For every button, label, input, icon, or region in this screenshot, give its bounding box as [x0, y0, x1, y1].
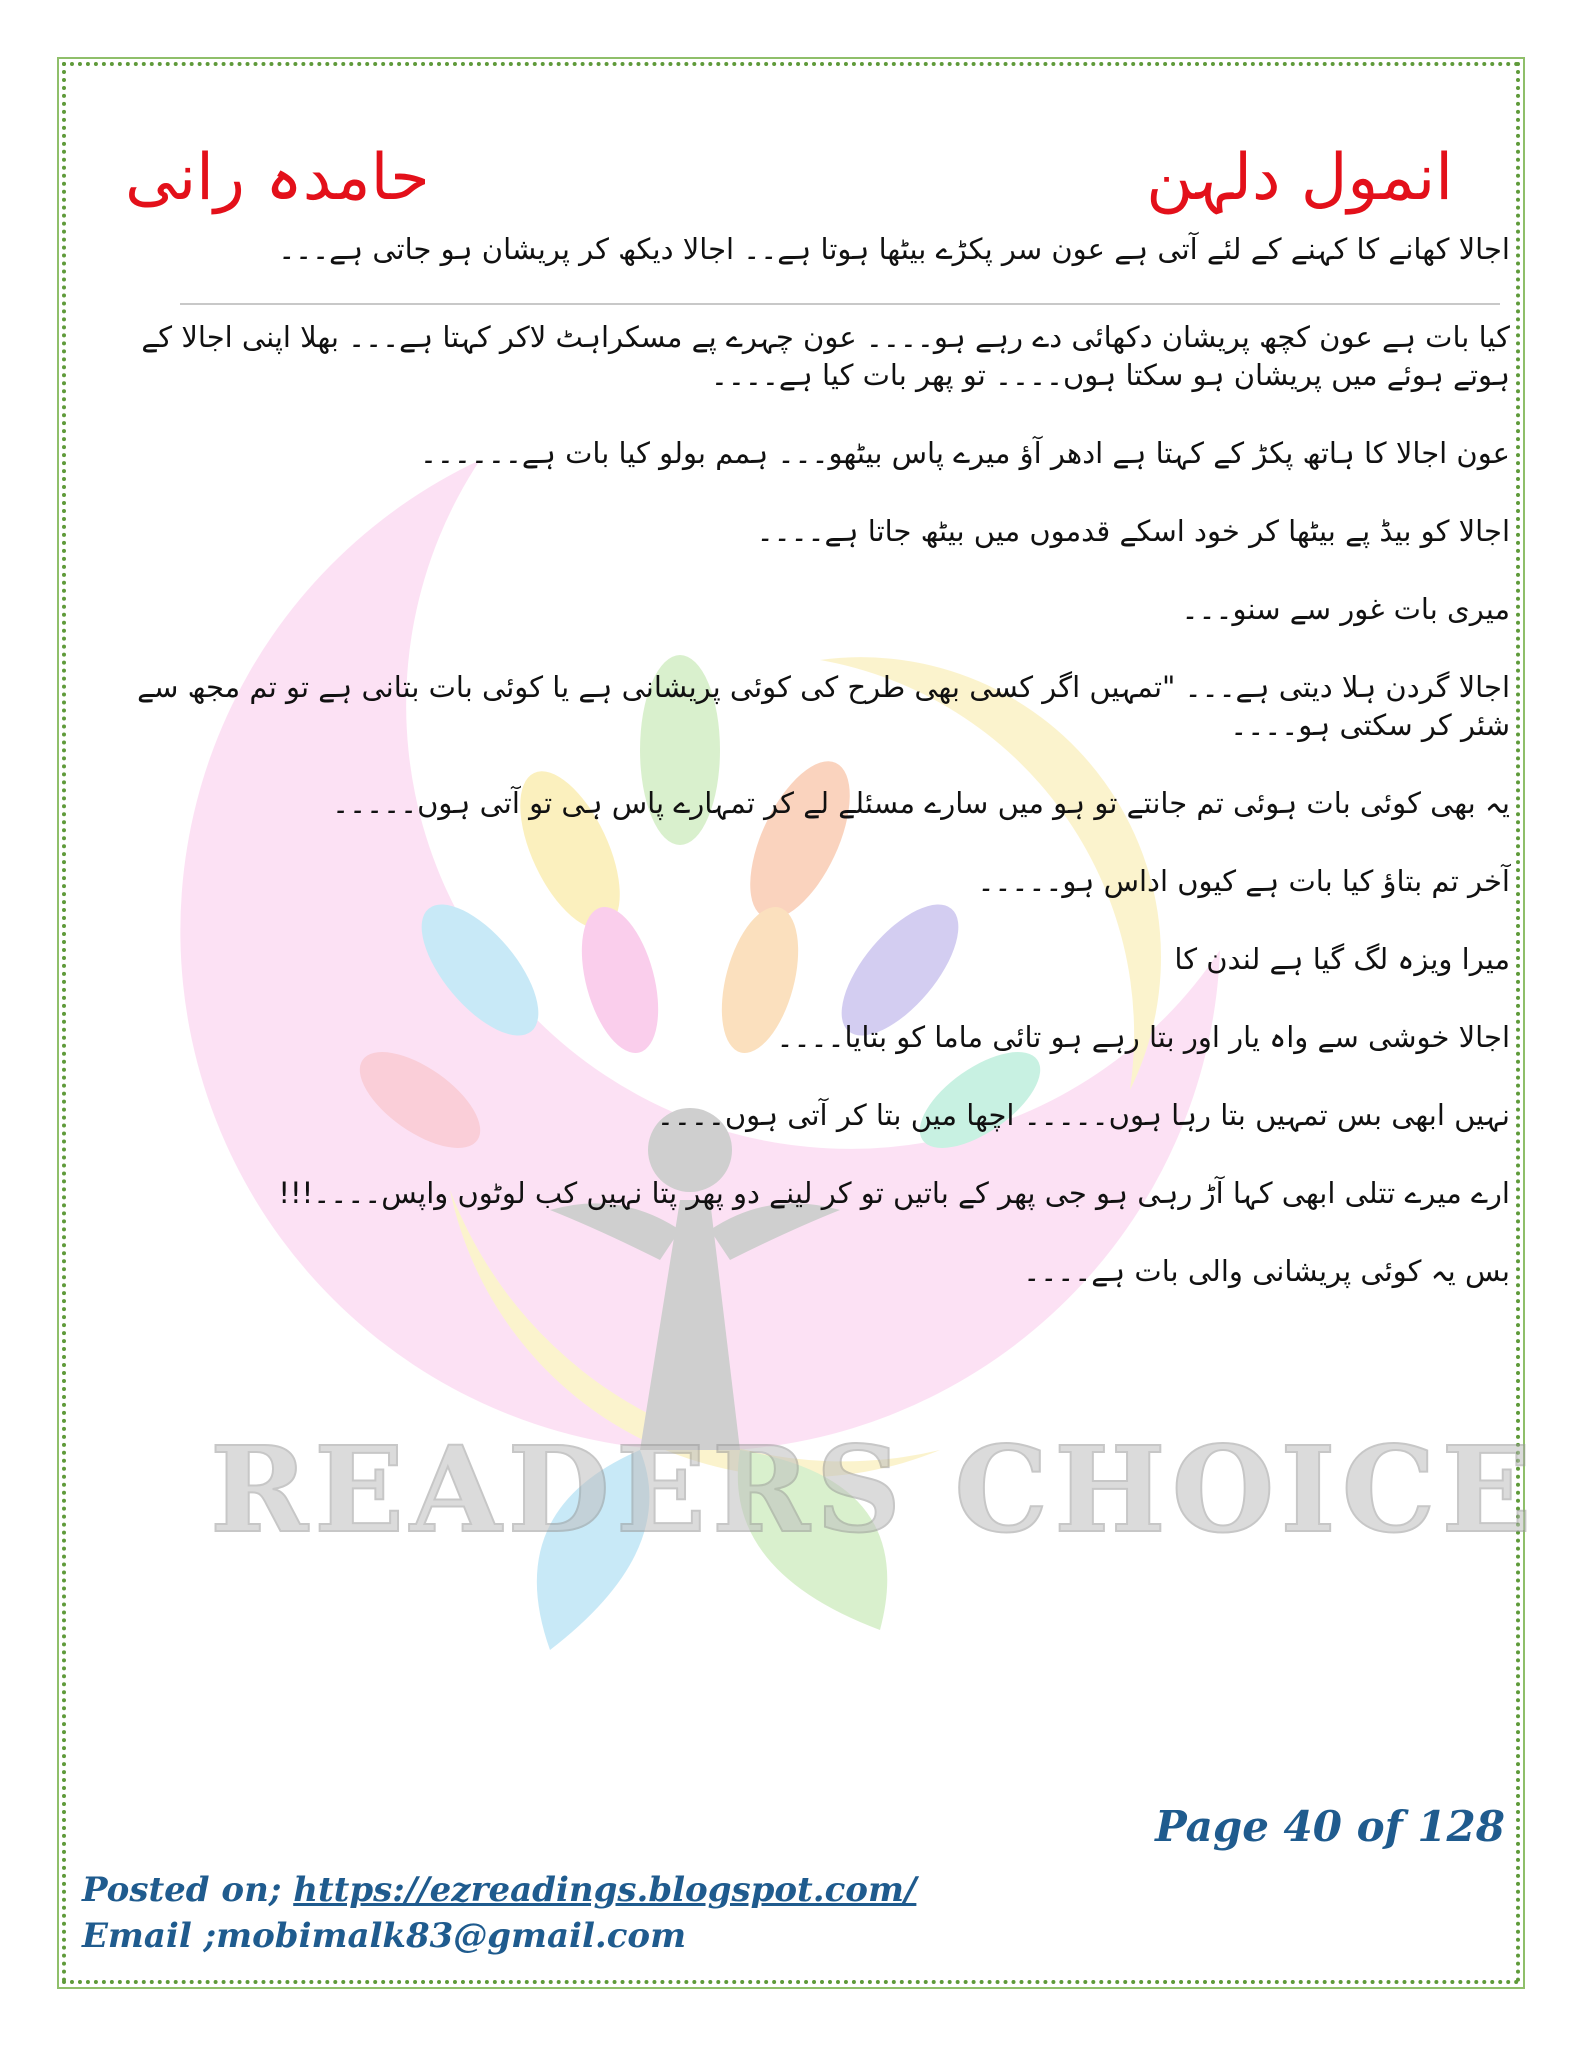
blog-link[interactable]: https://ezreadings.blogspot.com/: [293, 1870, 917, 1910]
footer-posted: [82, 1870, 916, 1910]
readers-choice-watermark: READERS CHOICE: [210, 1420, 1538, 1559]
footer-email: Email ;mobimalk83@gmail.com: [82, 1916, 687, 1956]
novel-title: انمول دلہن: [1146, 141, 1453, 215]
story-paragraph: اجالا گردن ہلا دیتی ہے۔۔۔ "تمہیں اگر کسی بھی طرح کی کوئی پریشانی ہے یا کوئی بات بتانی ہے تو تم مجھ سے شئر کر سکتی ہو۔۔۔۔: [137, 670, 1510, 742]
story-paragraph: کیا بات ہے عون کچھ پریشان دکھائی دے رہے ہو۔۔۔۔ عون چہرے پے مسکراہٹ لاکر کہتا ہے۔۔۔ بھلا اپنی اجالا کے ہوتے ہوئے میں پریشان ہو سکتا ہوں۔۔۔۔ تو پھر بات کیا ہے۔۔۔۔: [141, 320, 1510, 392]
author-name: حامدہ رانی: [125, 141, 430, 215]
story-paragraph: نہیں ابھی بس تمہیں بتا رہا ہوں۔۔۔۔۔ اچھا میں بتا کر آتی ہوں۔۔۔۔: [656, 1098, 1510, 1132]
story-paragraph: عون اجالا کا ہاتھ پکڑ کے کہتا ہے ادھر آؤ میرے پاس بیٹھو۔۔۔ ہمم بولو کیا بات ہے۔۔۔۔۔۔: [419, 436, 1510, 470]
story-paragraph: ارے میرے تتلی ابھی کہا آڑ رہی ہو جی پھر کے باتیں تو کر لینے دو پھر پتا نہیں کب لوٹوں واپس۔۔۔۔!!!: [278, 1176, 1510, 1210]
story-paragraph: یہ بھی کوئی بات ہوئی تم جانتے تو ہو میں سارے مسئلے لے کر تمہارے پاس ہی تو آتی ہوں۔۔۔۔۔: [332, 786, 1510, 820]
story-paragraph: میرا ویزہ لگ گیا ہے لندن کا: [1174, 942, 1510, 976]
story-paragraph: آخر تم بتاؤ کیا بات ہے کیوں اداس ہو۔۔۔۔۔: [977, 864, 1510, 898]
story-paragraph: میری بات غور سے سنو۔۔۔: [1181, 592, 1510, 626]
story-paragraph: بس یہ کوئی پریشانی والی بات ہے۔۔۔۔: [1023, 1254, 1510, 1288]
story-paragraph: اجالا خوشی سے واہ یار اور بتا رہے ہو تائی ماما کو بتایا۔۔۔۔: [776, 1020, 1510, 1054]
story-text: [95, 230, 1510, 1290]
story-paragraph: اجالا کھانے کا کہنے کے لئے آتی ہے عون سر پکڑے بیٹھا ہوتا ہے۔۔ اجالا دیکھ کر پریشان ہو جاتی ہے۔۔۔: [278, 232, 1510, 266]
posted-label: Posted on;: [82, 1870, 282, 1910]
story-paragraph: اجالا کو بیڈ پے بیٹھا کر خود اسکے قدموں میں بیٹھ جاتا ہے۔۔۔۔: [756, 514, 1510, 548]
page-number: Page 40 of 128: [1155, 1802, 1505, 1851]
